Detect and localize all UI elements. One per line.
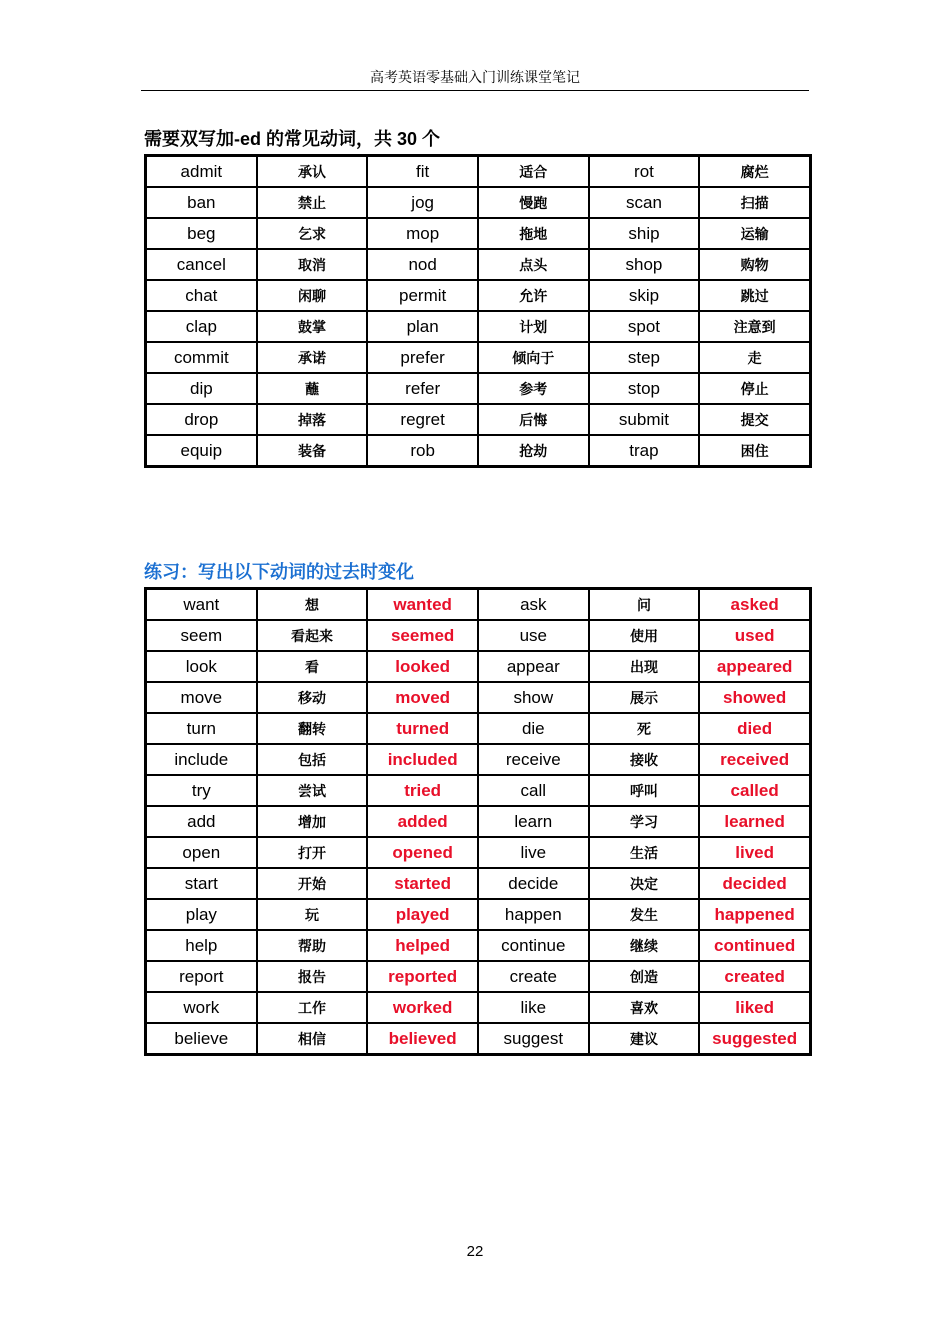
english-verb-cell: die (478, 713, 589, 744)
table-row (146, 930, 810, 961)
table-row (146, 218, 810, 249)
chinese-meaning-cell: 困住 (699, 435, 810, 466)
past-tense-answer-cell: helped (367, 930, 478, 961)
chinese-meaning-cell: 看 (257, 651, 368, 682)
chinese-meaning-cell: 建议 (589, 1023, 700, 1054)
english-verb-cell: start (146, 868, 257, 899)
chinese-meaning-cell: 开始 (257, 868, 368, 899)
table-row (146, 682, 810, 713)
chinese-meaning-cell: 装备 (257, 435, 368, 466)
english-verb-cell: help (146, 930, 257, 961)
chinese-meaning-cell: 增加 (257, 806, 368, 837)
chinese-meaning-cell: 拖地 (478, 218, 589, 249)
chinese-meaning-cell: 后悔 (478, 404, 589, 435)
chinese-meaning-cell: 相信 (257, 1023, 368, 1054)
past-tense-answer-cell: believed (367, 1023, 478, 1054)
english-verb-cell: show (478, 682, 589, 713)
past-tense-answer-cell: tried (367, 775, 478, 806)
past-tense-answer-cell: died (699, 713, 810, 744)
english-verb-cell: chat (146, 280, 257, 311)
english-verb-cell: beg (146, 218, 257, 249)
english-verb-cell: add (146, 806, 257, 837)
table-row (146, 868, 810, 899)
table-row (146, 992, 810, 1023)
english-verb-cell: believe (146, 1023, 257, 1054)
english-verb-cell: ask (478, 589, 589, 620)
english-verb-cell: jog (367, 187, 478, 218)
chinese-meaning-cell: 注意到 (699, 311, 810, 342)
table-row (146, 249, 810, 280)
chinese-meaning-cell: 禁止 (257, 187, 368, 218)
past-tense-answer-cell: appeared (699, 651, 810, 682)
past-tense-answer-cell: lived (699, 837, 810, 868)
chinese-meaning-cell: 想 (257, 589, 368, 620)
english-verb-cell: use (478, 620, 589, 651)
english-verb-cell: open (146, 837, 257, 868)
past-tense-answer-cell: played (367, 899, 478, 930)
chinese-meaning-cell: 生活 (589, 837, 700, 868)
chinese-meaning-cell: 跳过 (699, 280, 810, 311)
past-tense-answer-cell: reported (367, 961, 478, 992)
english-verb-cell: ban (146, 187, 257, 218)
english-verb-cell: call (478, 775, 589, 806)
past-tense-answer-cell: opened (367, 837, 478, 868)
section-title-double-consonant: 需要双写加-ed 的常见动词，共 30 个 (144, 129, 441, 149)
past-tense-answer-cell: used (699, 620, 810, 651)
past-tense-answer-cell: asked (699, 589, 810, 620)
english-verb-cell: nod (367, 249, 478, 280)
double-consonant-verb-table (144, 154, 812, 468)
english-verb-cell: mop (367, 218, 478, 249)
english-verb-cell: cancel (146, 249, 257, 280)
english-verb-cell: trap (589, 435, 700, 466)
chinese-meaning-cell: 展示 (589, 682, 700, 713)
english-verb-cell: admit (146, 156, 257, 187)
chinese-meaning-cell: 帮助 (257, 930, 368, 961)
english-verb-cell: shop (589, 249, 700, 280)
english-verb-cell: play (146, 899, 257, 930)
table-row (146, 589, 810, 620)
english-verb-cell: scan (589, 187, 700, 218)
past-tense-answer-cell: seemed (367, 620, 478, 651)
section-title-exercise: 练习：写出以下动词的过去时变化 (144, 562, 414, 582)
chinese-meaning-cell: 计划 (478, 311, 589, 342)
english-verb-cell: look (146, 651, 257, 682)
table-row (146, 899, 810, 930)
english-verb-cell: drop (146, 404, 257, 435)
chinese-meaning-cell: 取消 (257, 249, 368, 280)
chinese-meaning-cell: 翻转 (257, 713, 368, 744)
chinese-meaning-cell: 打开 (257, 837, 368, 868)
past-tense-answer-cell: decided (699, 868, 810, 899)
english-verb-cell: skip (589, 280, 700, 311)
english-verb-cell: happen (478, 899, 589, 930)
english-verb-cell: move (146, 682, 257, 713)
table-row (146, 806, 810, 837)
chinese-meaning-cell: 购物 (699, 249, 810, 280)
table-row (146, 713, 810, 744)
table-row (146, 744, 810, 775)
english-verb-cell: equip (146, 435, 257, 466)
english-verb-cell: refer (367, 373, 478, 404)
chinese-meaning-cell: 掉落 (257, 404, 368, 435)
chinese-meaning-cell: 承诺 (257, 342, 368, 373)
chinese-meaning-cell: 包括 (257, 744, 368, 775)
english-verb-cell: suggest (478, 1023, 589, 1054)
past-tense-answer-cell: worked (367, 992, 478, 1023)
english-verb-cell: try (146, 775, 257, 806)
table-row (146, 342, 810, 373)
chinese-meaning-cell: 尝试 (257, 775, 368, 806)
english-verb-cell: regret (367, 404, 478, 435)
english-verb-cell: continue (478, 930, 589, 961)
english-verb-cell: rob (367, 435, 478, 466)
table-row (146, 961, 810, 992)
english-verb-cell: decide (478, 868, 589, 899)
chinese-meaning-cell: 玩 (257, 899, 368, 930)
table-row (146, 404, 810, 435)
english-verb-cell: clap (146, 311, 257, 342)
english-verb-cell: live (478, 837, 589, 868)
chinese-meaning-cell: 运输 (699, 218, 810, 249)
english-verb-cell: report (146, 961, 257, 992)
chinese-meaning-cell: 参考 (478, 373, 589, 404)
english-verb-cell: create (478, 961, 589, 992)
chinese-meaning-cell: 创造 (589, 961, 700, 992)
english-verb-cell: permit (367, 280, 478, 311)
chinese-meaning-cell: 使用 (589, 620, 700, 651)
table-row (146, 651, 810, 682)
past-tense-answer-cell: included (367, 744, 478, 775)
english-verb-cell: like (478, 992, 589, 1023)
chinese-meaning-cell: 适合 (478, 156, 589, 187)
past-tense-answer-cell: moved (367, 682, 478, 713)
english-verb-cell: prefer (367, 342, 478, 373)
past-tense-answer-cell: showed (699, 682, 810, 713)
table-row (146, 435, 810, 466)
table-row (146, 373, 810, 404)
chinese-meaning-cell: 呼叫 (589, 775, 700, 806)
english-verb-cell: seem (146, 620, 257, 651)
english-verb-cell: spot (589, 311, 700, 342)
chinese-meaning-cell: 报告 (257, 961, 368, 992)
english-verb-cell: rot (589, 156, 700, 187)
past-tense-answer-cell: started (367, 868, 478, 899)
page-number: 22 (466, 1243, 484, 1260)
english-verb-cell: plan (367, 311, 478, 342)
chinese-meaning-cell: 鼓掌 (257, 311, 368, 342)
chinese-meaning-cell: 扫描 (699, 187, 810, 218)
chinese-meaning-cell: 慢跑 (478, 187, 589, 218)
english-verb-cell: want (146, 589, 257, 620)
past-tense-answer-cell: continued (699, 930, 810, 961)
past-tense-answer-cell: liked (699, 992, 810, 1023)
chinese-meaning-cell: 提交 (699, 404, 810, 435)
chinese-meaning-cell: 承认 (257, 156, 368, 187)
past-tense-answer-cell: wanted (367, 589, 478, 620)
past-tense-answer-cell: called (699, 775, 810, 806)
english-verb-cell: work (146, 992, 257, 1023)
past-tense-answer-cell: happened (699, 899, 810, 930)
past-tense-exercise-table (144, 587, 812, 1056)
chinese-meaning-cell: 接收 (589, 744, 700, 775)
english-verb-cell: commit (146, 342, 257, 373)
chinese-meaning-cell: 点头 (478, 249, 589, 280)
chinese-meaning-cell: 决定 (589, 868, 700, 899)
english-verb-cell: receive (478, 744, 589, 775)
chinese-meaning-cell: 闲聊 (257, 280, 368, 311)
chinese-meaning-cell: 移动 (257, 682, 368, 713)
chinese-meaning-cell: 乞求 (257, 218, 368, 249)
chinese-meaning-cell: 倾向于 (478, 342, 589, 373)
chinese-meaning-cell: 学习 (589, 806, 700, 837)
english-verb-cell: step (589, 342, 700, 373)
chinese-meaning-cell: 抢劫 (478, 435, 589, 466)
past-tense-answer-cell: added (367, 806, 478, 837)
english-verb-cell: ship (589, 218, 700, 249)
english-verb-cell: learn (478, 806, 589, 837)
past-tense-answer-cell: looked (367, 651, 478, 682)
table-row (146, 1023, 810, 1054)
chinese-meaning-cell: 蘸 (257, 373, 368, 404)
table-row (146, 280, 810, 311)
past-tense-answer-cell: learned (699, 806, 810, 837)
chinese-meaning-cell: 看起来 (257, 620, 368, 651)
chinese-meaning-cell: 停止 (699, 373, 810, 404)
past-tense-answer-cell: suggested (699, 1023, 810, 1054)
chinese-meaning-cell: 问 (589, 589, 700, 620)
english-verb-cell: stop (589, 373, 700, 404)
chinese-meaning-cell: 出现 (589, 651, 700, 682)
table-row (146, 156, 810, 187)
english-verb-cell: include (146, 744, 257, 775)
table-row (146, 775, 810, 806)
chinese-meaning-cell: 腐烂 (699, 156, 810, 187)
chinese-meaning-cell: 走 (699, 342, 810, 373)
english-verb-cell: dip (146, 373, 257, 404)
english-verb-cell: fit (367, 156, 478, 187)
table-row (146, 311, 810, 342)
page-header: 高考英语零基础入门训练课堂笔记 (141, 66, 809, 91)
chinese-meaning-cell: 喜欢 (589, 992, 700, 1023)
past-tense-answer-cell: turned (367, 713, 478, 744)
chinese-meaning-cell: 发生 (589, 899, 700, 930)
chinese-meaning-cell: 死 (589, 713, 700, 744)
english-verb-cell: turn (146, 713, 257, 744)
english-verb-cell: appear (478, 651, 589, 682)
chinese-meaning-cell: 继续 (589, 930, 700, 961)
chinese-meaning-cell: 工作 (257, 992, 368, 1023)
past-tense-answer-cell: created (699, 961, 810, 992)
english-verb-cell: submit (589, 404, 700, 435)
table-row (146, 620, 810, 651)
chinese-meaning-cell: 允许 (478, 280, 589, 311)
past-tense-answer-cell: received (699, 744, 810, 775)
table-row (146, 837, 810, 868)
table-row (146, 187, 810, 218)
